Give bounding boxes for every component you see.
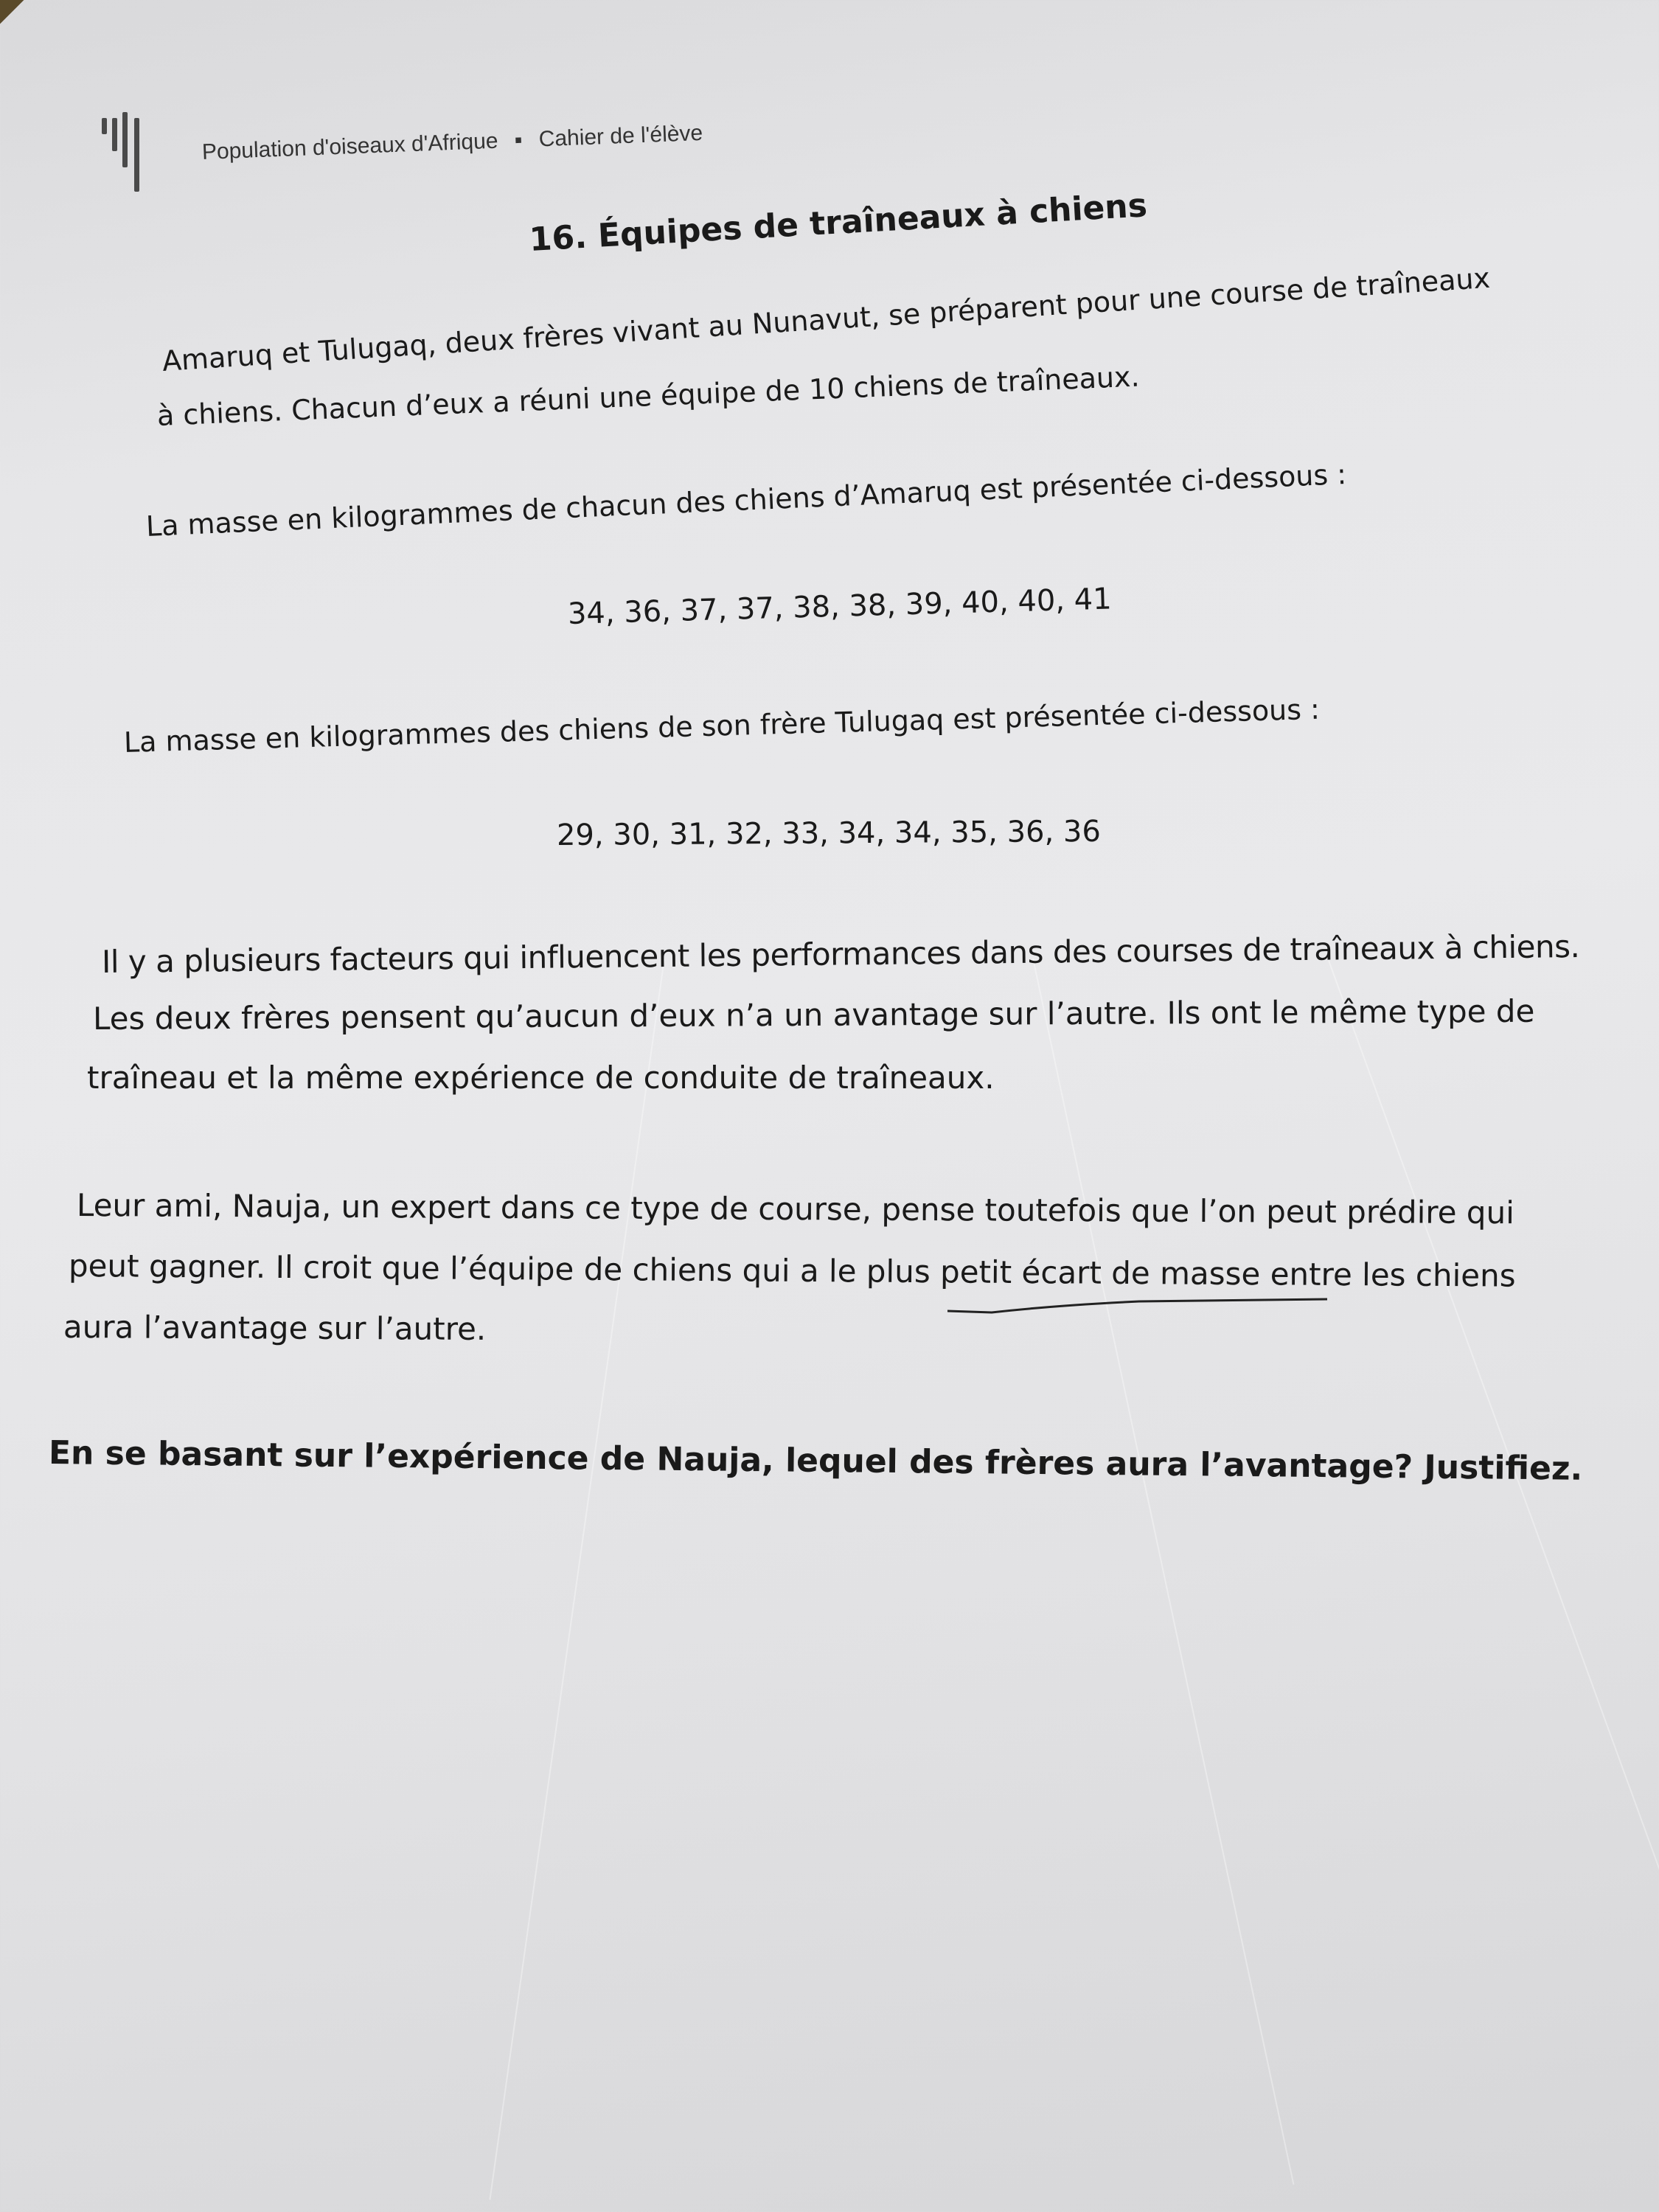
publisher-logo bbox=[102, 112, 175, 193]
amaruq-label: La masse en kilogrammes de chacun des chiens d’Amaruq est présentée ci-dessous : bbox=[145, 457, 1347, 543]
nauja-line-3: aura l’avantage sur l’autre. bbox=[63, 1309, 487, 1348]
exercise-title: 16. Équipes de traîneaux à chiens bbox=[528, 187, 1149, 259]
header-section: Cahier de l'élève bbox=[538, 120, 703, 152]
paper-crease bbox=[489, 959, 665, 2200]
amaruq-masses: 34, 36, 37, 37, 38, 38, 39, 40, 40, 41 bbox=[567, 582, 1113, 631]
tulugaq-label: La masse en kilogrammes des chiens de son frère Tulugaq est présentée ci-dessous : bbox=[123, 692, 1321, 759]
intro-line-1: Amaruq et Tulugaq, deux frères vivant au Nunavut, se préparent pour une course de traîneaux bbox=[161, 261, 1492, 378]
factors-line-3: traîneau et la même expérience de conduite de traîneaux. bbox=[87, 1060, 995, 1096]
factors-line-2: Les deux frères pensent qu’aucun d’eux n’a un avantage sur l’autre. Ils ont le même type de bbox=[92, 992, 1535, 1037]
tulugaq-masses: 29, 30, 31, 32, 33, 34, 34, 35, 36, 36 bbox=[556, 814, 1102, 852]
paper-crease bbox=[1032, 959, 1294, 2185]
page-header bbox=[201, 121, 703, 165]
header-series: Population d'oiseaux d'Afrique bbox=[201, 128, 499, 164]
nauja-line-1: Leur ami, Nauja, un expert dans ce type de course, pense toutefois que l’on peut prédire qui bbox=[76, 1187, 1514, 1231]
header-separator: ▪ bbox=[514, 128, 524, 153]
intro-line-2: à chiens. Chacun d’eux a réuni une équipe de 10 chiens de traîneaux. bbox=[156, 360, 1141, 432]
handwritten-underline bbox=[947, 1298, 1331, 1320]
question: En se basant sur l’expérience de Nauja, lequel des frères aura l’avantage? Justifiez. bbox=[48, 1434, 1583, 1488]
nauja-line-2: peut gagner. Il croit que l’équipe de chiens qui a le plus petit écart de masse entre les chiens bbox=[68, 1248, 1516, 1294]
photo-corner bbox=[0, 0, 29, 29]
paper-crease bbox=[1327, 959, 1659, 2137]
factors-line-1: Il y a plusieurs facteurs qui influencent les performances dans des courses de traîneaux à chiens. bbox=[101, 928, 1580, 980]
